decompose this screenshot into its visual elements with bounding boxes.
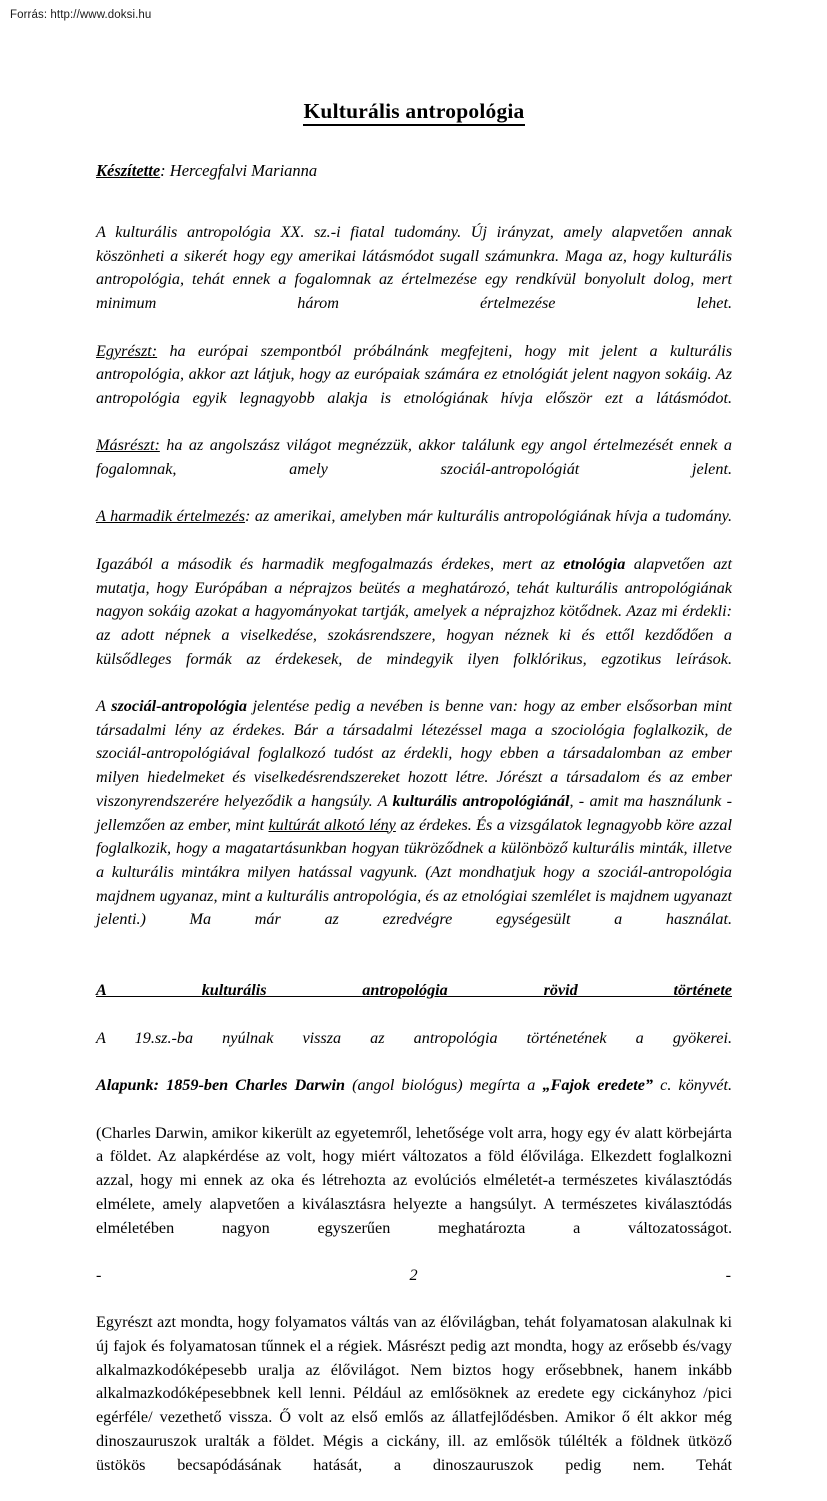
author-separator: : xyxy=(160,161,170,180)
masreszt-text: ha az angolszász világot megnézzük, akkor találunk egy angol értelmezését ennek a fogalomnak, amely szociál-antropológiát jelent. xyxy=(96,436,732,479)
section-heading-rovid-tortenete xyxy=(96,979,732,1026)
author-line xyxy=(96,161,732,181)
szocial-text-a: A xyxy=(96,697,112,716)
paragraph-spacer xyxy=(96,956,732,980)
paragraph-egyreszt xyxy=(96,340,732,435)
alapunk-darwin-term: Alapunk: 1859-ben Charles Darwin xyxy=(96,1076,345,1095)
alapunk-text-d: c. könyvét. xyxy=(653,1076,732,1095)
harmadik-label: A harmadik értelmezés xyxy=(96,507,246,526)
section-heading-text: A kulturális antropológia rövid története xyxy=(96,981,732,1000)
page-title xyxy=(96,99,732,124)
author-label: Készítette xyxy=(96,161,161,180)
etnologia-text-a: Igazából a második és harmadik megfogalmazás érdekes, mert az xyxy=(96,554,564,573)
egyreszt-text: ha európai szempontból próbálnánk megfejteni, hogy mit jelent a kulturális antropológia, akkor azt látjuk, hogy az európaiak számára ez etnológiát jelent nagyon sokáig. Az antropológia egyik legnagyobb alakja is etnológiának hívja először ezt a látásmódot. xyxy=(96,341,732,407)
masreszt-label: Másrészt: xyxy=(96,436,160,455)
etnologia-text-c: alapvetően azt mutatja, hogy Európában a néprajzos beütés a meghatározó, tehát kulturális antropológiának nagyon sokáig azokat a hagyományokat tartják, amelyek a néprajzhoz kötődnek. Azaz mi érdekli: az adott népnek a viselkedése, szokásrendszere, hogyan néznek ki és ettől kezdődően a külsődleges formák az érdekesek, de mindegyik ilyen folklórikus, egzotikus leírások. xyxy=(96,554,732,668)
paragraph-masreszt xyxy=(96,434,732,505)
paragraph-gyokerei: A 19.sz.-ba nyúlnak vissza az antropológia történetének a gyökerei. xyxy=(96,1028,732,1047)
kulturalis-antropologianal-term: kulturális antropológiánál xyxy=(392,791,570,810)
szocial-text-g: az érdekes. És a vizsgálatok legnagyobb köre azzal foglalkozik, hogy a magatartásunkban hogyan tükröződnek a különböző kulturális minták, illetve a kulturális mintákra milyen hatással vagyunk. (Azt mondhatjuk hogy a szociál-antropológia majdnem ugyanaz, mint a kulturális antropológia, és az etnológiai szemlélet is majdnem ugyanazt jelenti.) Ma már az ezredvégre egységesült a használat. xyxy=(96,815,732,929)
szocial-text-c: jelentése pedig a nevében is benne van: hogy az ember elsősorban mint társadalmi lény az érdekes. Bár a társadalmi létezéssel maga a szociológia foglalkozik, de szociál-antropológiával foglalkozó tudóst az érdekli, hogy ebben a társadalomban az ember milyen hiedelmeket és viselkedésrendszereket hozott létre. Jórészt a társadalom és az ember viszonyrendszerére helyeződik a hangsúly. A xyxy=(96,697,732,810)
page-title-text: Kulturális antropológia xyxy=(303,99,524,126)
page-number-marker: - 2 - xyxy=(96,1265,732,1284)
szocial-antropologia-term: szociál-antropológia xyxy=(111,697,247,716)
paragraph-darwin-eletrajz: (Charles Darwin, amikor kikerült az egyetemről, lehetősége volt arra, hogy egy év alatt körbejárta a földet. Az alapkérdése az volt, hogy miért változatos a föld élővilága. Elkezdett foglalkozni azzal, hogy mi ennek az oka és létrehozta az evolúciós elméletét-a természetes kiválasztódás elmélete, amely alapvetően a kiválasztásra helyezte a hangsúlyt. A természetes kiválasztódás elméletében nagyon egyszerűen meghatározta a változatosságot. xyxy=(96,1123,732,1237)
alapunk-text-b: (angol biológus) megírta a xyxy=(344,1076,543,1095)
szocial-text-e: , - amit ma használunk - jellemzően az ember, mint xyxy=(96,791,732,834)
paragraph-etnologia xyxy=(96,553,732,695)
source-url-header: Forrás: http://www.doksi.hu xyxy=(10,9,152,21)
etnologia-term: etnológia xyxy=(563,554,626,573)
document-flow xyxy=(96,221,732,1501)
paragraph-harmadik-ertelmezes xyxy=(96,505,732,552)
egyreszt-label: Egyrészt: xyxy=(96,341,158,360)
harmadik-text: : az amerikai, amelyben már kulturális antropológiának hívja a tudomány. xyxy=(245,507,732,526)
paragraph-alapunk xyxy=(96,1074,732,1121)
paragraph-szocial-antropologia xyxy=(96,695,732,956)
paragraph-evolucio: Egyrészt azt mondta, hogy folyamatos váltás van az élővilágban, tehát folyamatosan alakulnak ki új fajok és folyamatosan tűnnek el a régiek. Másrészt pedig azt mondta, hogy az erősebb és/vagy alkalmazkodóképesebb uralja az élővilágot. Nem biztos hogy erősebbnek, hanem inkább alkalmazkodóképesebbnek kell lenni. Például az emlősöknek az eredete egy cickányhoz /pici egérféle/ vezethető vissza. Ő volt az első emlős az állatfejlődésben. Amikor ő élt akkor még dinoszauruszok uralták a földet. Mégis a cickány, ill. az emlősök túlélték a földnek ütköző üstökös becsapódásának hatását, a dinoszauruszok pedig nem. Tehát xyxy=(96,1313,732,1474)
fajok-eredete-title: „Fajok eredete” xyxy=(542,1076,654,1095)
paragraph-intro: A kulturális antropológia XX. sz.-i fiatal tudomány. Új irányzat, amely alapvetően annak köszönheti a sikerét hogy egy amerikai látásmódot sugall számunkra. Maga az, hogy kulturális antropológia, tehát ennek a fogalomnak az értelmezése egy rendkívül bonyolult dolog, mert minimum három értelmezése lehet. xyxy=(96,223,732,313)
author-name: Hercegfalvi Marianna xyxy=(169,161,318,180)
kulturat-alkoto-leny-term: kultúrát alkotó lény xyxy=(268,815,396,834)
